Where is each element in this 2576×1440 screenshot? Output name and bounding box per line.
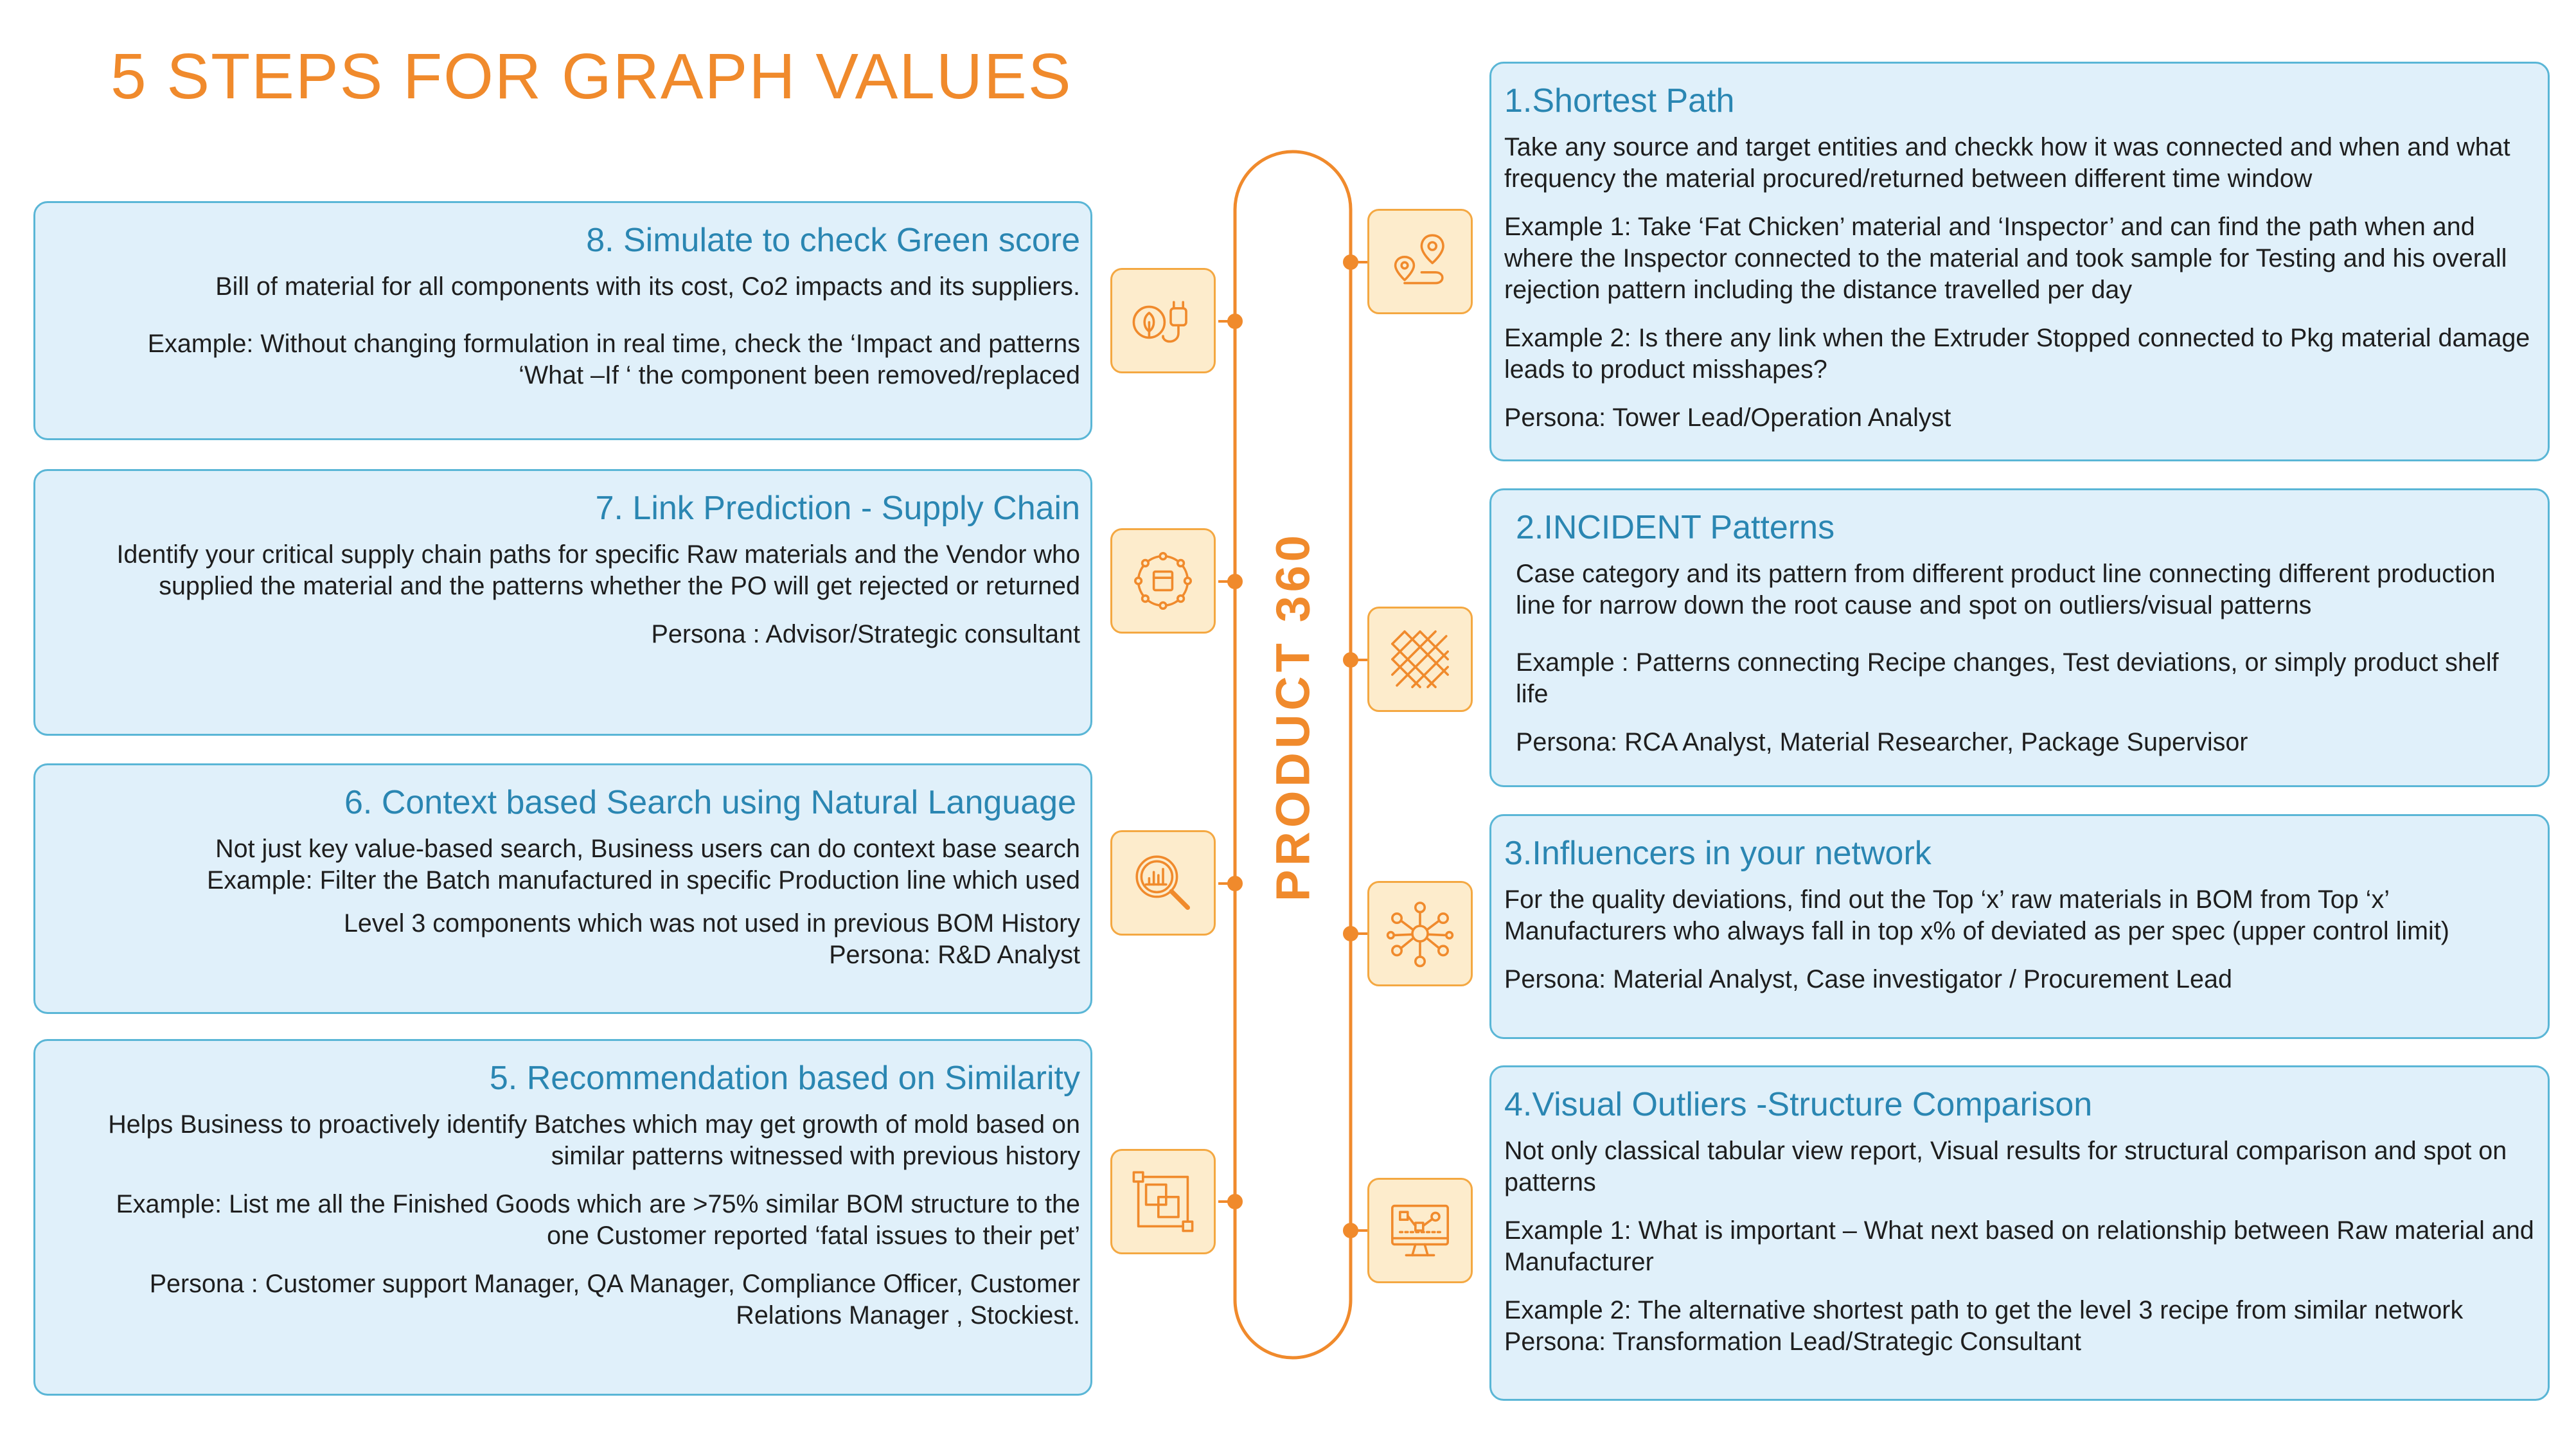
- card-text: For the quality deviations, find out the Top ‘x’ raw materials in BOM from Top ‘x’ Manufacturers who always fall in top x% of deviated as per spec (upper control limit): [1504, 885, 2449, 945]
- package-network-icon: [1110, 528, 1216, 634]
- card-text: Example 2: Is there any link when the Extruder Stopped connected to Pkg material damage leads to product misshapes?: [1504, 324, 2530, 384]
- card-heading: 7. Link Prediction - Supply Chain: [595, 490, 1080, 527]
- card-step-6: [33, 763, 1092, 1014]
- card-heading: 3.Influencers in your network: [1504, 835, 1932, 872]
- card-text: Case category and its pattern from different product line connecting different production line for narrow down the root cause and spot on outliers/visual patterns: [1516, 560, 2496, 619]
- card-text: Example : Patterns connecting Recipe changes, Test deviations, or simply product shelf life: [1516, 648, 2499, 708]
- card-text: Persona : Advisor/Strategic consultant: [651, 620, 1080, 648]
- card-text: Bill of material for all components with its cost, Co2 impacts and its suppliers.: [215, 272, 1080, 301]
- card-heading: 6. Context based Search using Natural Language: [344, 784, 1076, 821]
- card-heading: 5. Recommendation based on Similarity: [489, 1060, 1080, 1097]
- card-text: Persona: Transformation Lead/Strategic Consultant: [1504, 1328, 2082, 1356]
- card-heading: 1.Shortest Path: [1504, 82, 1735, 120]
- card-step-3: [1489, 814, 2550, 1039]
- card-text: Take any source and target entities and checkk how it was connected and when and what frequency the material procured/returned between different time window: [1504, 133, 2510, 193]
- card-text: Persona: RCA Analyst, Material Researcher, Package Supervisor: [1516, 728, 2248, 756]
- search-chart-icon: [1110, 830, 1216, 936]
- card-text: Example 1: Take ‘Fat Chicken’ material and ‘Inspector’ and can find the path when and where the Inspector connected to the material and took sample for Testing and his overall rejection pattern including the distance travelled per day: [1504, 213, 2507, 304]
- card-heading: 4.Visual Outliers -Structure Comparison: [1504, 1086, 2093, 1123]
- card-step-4: [1489, 1065, 2550, 1401]
- leaf-plug-icon: [1110, 268, 1216, 373]
- card-text: Example: List me all the Finished Goods which are >75% similar BOM structure to the one Customer reported ‘fatal issues to their pet’: [116, 1190, 1080, 1250]
- overlap-squares-icon: [1110, 1149, 1216, 1254]
- product-360-label: PRODUCT 360: [1266, 531, 1320, 902]
- card-text: Level 3 components which was not used in previous BOM History Persona: R&D Analyst: [343, 909, 1080, 969]
- card-text: Not only classical tabular view report, Visual results for structural comparison and spot on patterns: [1504, 1137, 2507, 1196]
- card-text: Persona : Customer support Manager, QA Manager, Compliance Officer, Customer Relations Manager , Stockiest.: [149, 1270, 1080, 1329]
- card-step-2: [1489, 488, 2550, 787]
- monitor-diagram-icon: [1367, 1178, 1473, 1283]
- card-heading: 2.INCIDENT Patterns: [1516, 509, 1835, 546]
- card-text: Persona: Tower Lead/Operation Analyst: [1504, 404, 1951, 432]
- card-step-7: [33, 469, 1092, 736]
- grid-pattern-icon: [1367, 607, 1473, 712]
- card-text: Helps Business to proactively identify Batches which may get growth of mold based on similar patterns witnessed with previous history: [108, 1110, 1080, 1170]
- card-step-8: [33, 201, 1092, 440]
- card-text: Persona: Material Analyst, Case investigator / Procurement Lead: [1504, 965, 2232, 993]
- card-step-5: [33, 1039, 1092, 1396]
- route-pin-icon: [1367, 209, 1473, 314]
- card-heading: 8. Simulate to check Green score: [586, 222, 1080, 259]
- network-nodes-icon: [1367, 881, 1473, 986]
- card-text: Example: Without changing formulation in real time, check the ‘Impact and patterns ‘What –If ‘ the component been removed/replaced: [147, 330, 1080, 389]
- page-title: 5 STEPS FOR GRAPH VALUES: [111, 40, 1072, 112]
- card-text: Example 2: The alternative shortest path to get the level 3 recipe from similar network: [1504, 1296, 2464, 1324]
- card-text: Example 1: What is important – What next based on relationship between Raw material and Manufacturer: [1504, 1216, 2534, 1276]
- card-text: Identify your critical supply chain paths for specific Raw materials and the Vendor who supplied the material and the patterns whether the PO will get rejected or returned: [116, 540, 1080, 600]
- card-step-1: [1489, 62, 2550, 461]
- card-text: Not just key value-based search, Business users can do context base search Example: Filter the Batch manufactured in specific Production line which used: [206, 835, 1080, 894]
